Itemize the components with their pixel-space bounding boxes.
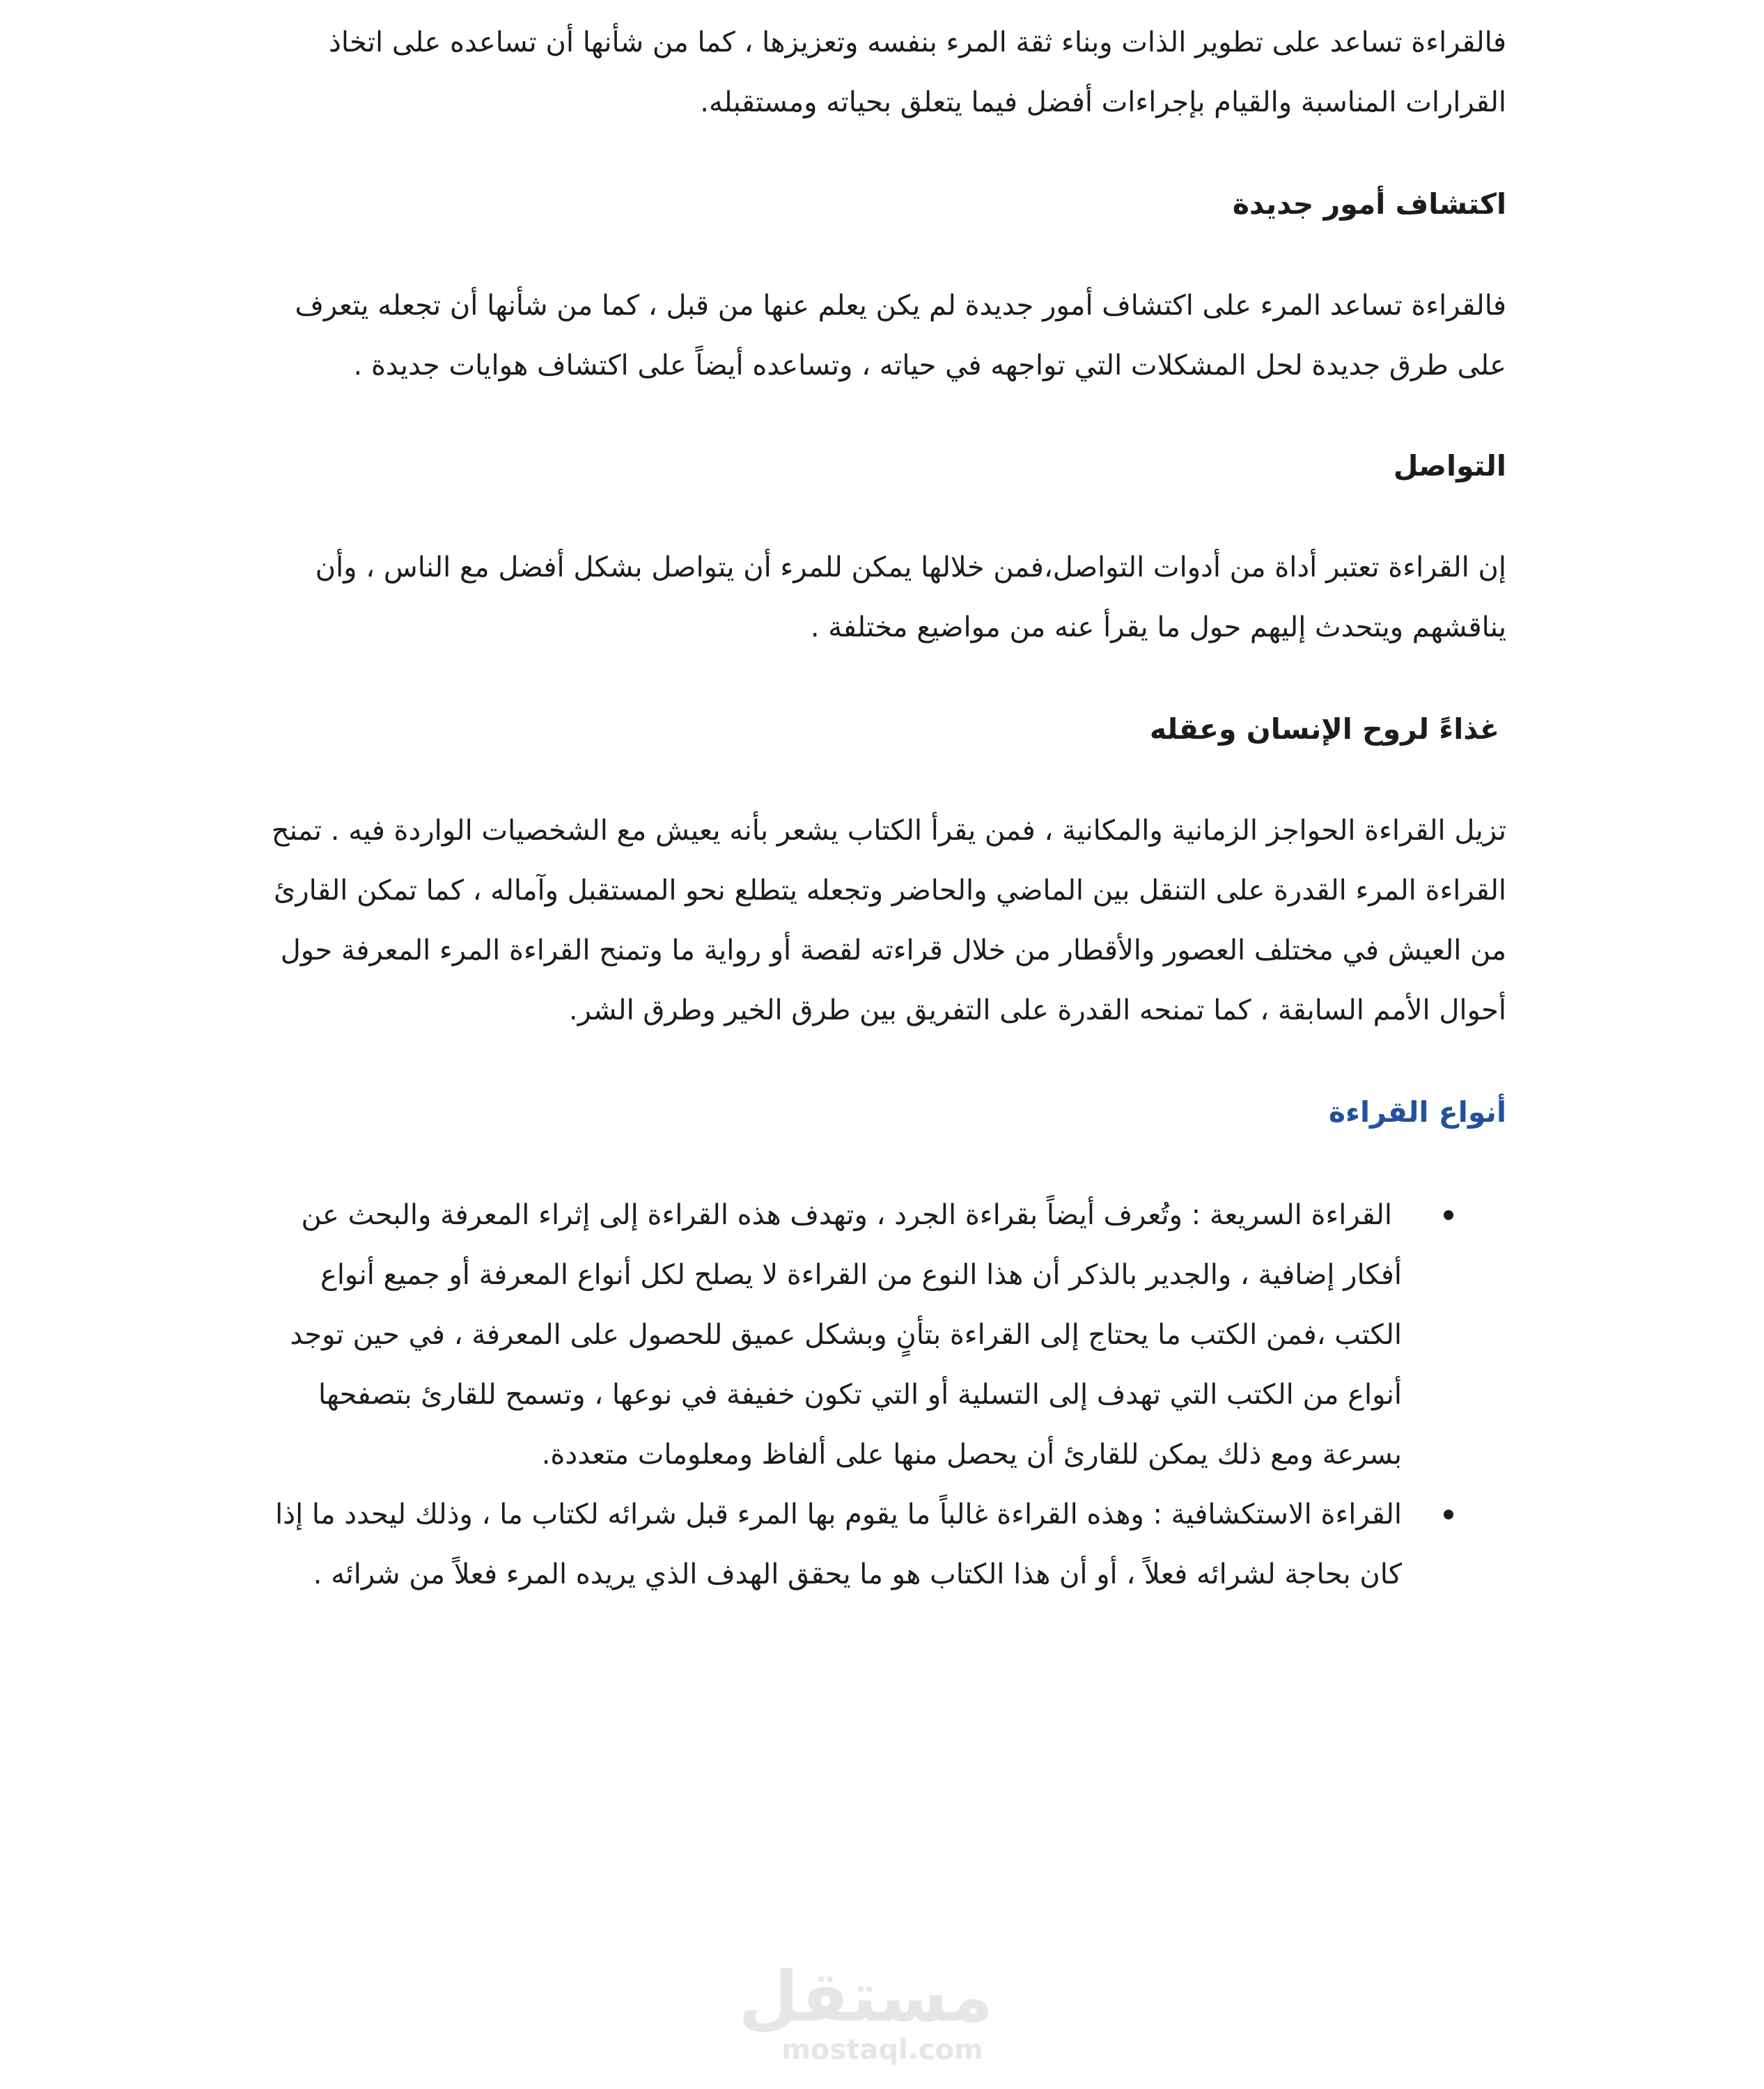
watermark-logo (738, 1956, 993, 2066)
section-heading-communication: التواصل (1393, 449, 1506, 483)
mostaql-logo-icon: مستقل (738, 1956, 993, 2037)
bullet-dot-icon (1444, 1210, 1453, 1220)
reading-types-list (253, 1185, 1506, 1604)
section-paragraph-communication: إن القراءة تعتبر أداة من أدوات التواصل،فمن خلالها يمكن للمرء أن يتواصل بشكل أفضل مع الناس ، وأن يناقشهم ويتحدث إليهم حول ما يقرأ عنه من مواضيع مختلفة . (315, 551, 1506, 643)
bullet-dot-icon (1444, 1510, 1453, 1519)
list-item (253, 1485, 1506, 1604)
list-item-text: القراءة الاستكشافية : وهذه القراءة غالباً ما يقوم بها المرء قبل شرائه لكتاب ما ، وذلك ليحدد ما إذا كان بحاجة لشرائه فعلاً ، أو أن هذا الكتاب هو ما يحقق الهدف الذي يريده المرء فعلاً من شرائه . (275, 1499, 1402, 1590)
list-item (253, 1185, 1506, 1485)
intro-paragraph: فالقراءة تساعد على تطوير الذات وبناء ثقة المرء بنفسه وتعزيزها ، كما من شأنها أن تساعده على اتخاذ القرارات المناسبة والقيام بإجراءات أفضل فيما يتعلق بحياته ومستقبله. (329, 26, 1506, 118)
section-heading-discover: اكتشاف أمور جديدة (1232, 187, 1506, 221)
section-paragraph-discover: فالقراءة تساعد المرء على اكتشاف أمور جديدة لم يكن يعلم عنها من قبل ، كما من شأنها أن تجعله يتعرف على طرق جديدة لحل المشكلات التي تواجهه في حياته ، وتساعده أيضاً على اكتشاف هوايات جديدة . (295, 290, 1506, 382)
section-heading-nourishment: غذاءً لروح الإنسان وعقله (1149, 712, 1499, 746)
list-item-text: القراءة السريعة : وتُعرف أيضاً بقراءة الجرد ، وتهدف هذه القراءة إلى إثراء المعرفة والبحث عن أفكار إضافية ، والجدير بالذكر أن هذا النوع من القراءة لا يصلح لكل أنواع المعرفة أو جميع أنواع الكتب ،فمن الكتب ما يحتاج إلى القراءة بتأنٍ وبشكل عميق للحصول على المعرفة ، في حين توجد أنواع من الكتب التي تهدف إلى التسلية أو التي تكون خفيفة في نوعها ، وتسمح للقارئ بتصفحها بسرعة ومع ذلك يمكن للقارئ أن يحصل منها على ألفاظ ومعلومات متعددة. (290, 1199, 1402, 1471)
section-paragraph-nourishment: تزيل القراءة الحواجز الزمانية والمكانية ، فمن يقرأ الكتاب يشعر بأنه يعيش مع الشخصيات الواردة فيه . تمنح القراءة المرء القدرة على التنقل بين الماضي والحاضر وتجعله يتطلع نحو المستقبل وآماله ، كما تمكن القارئ من العيش في مختلف العصور والأقطار من خلال قراءته لقصة أو رواية ما وتمنح القراءة المرء المعرفة حول أحوال الأمم السابقة ، كما تمنحه القدرة على التفريق بين طرق الخير وطرق الشر. (271, 815, 1506, 1026)
article-body (253, 13, 1506, 1604)
watermark-url: mostaql.com (781, 2034, 983, 2066)
reading-types-heading[interactable]: أنواع القراءة (1328, 1095, 1506, 1129)
